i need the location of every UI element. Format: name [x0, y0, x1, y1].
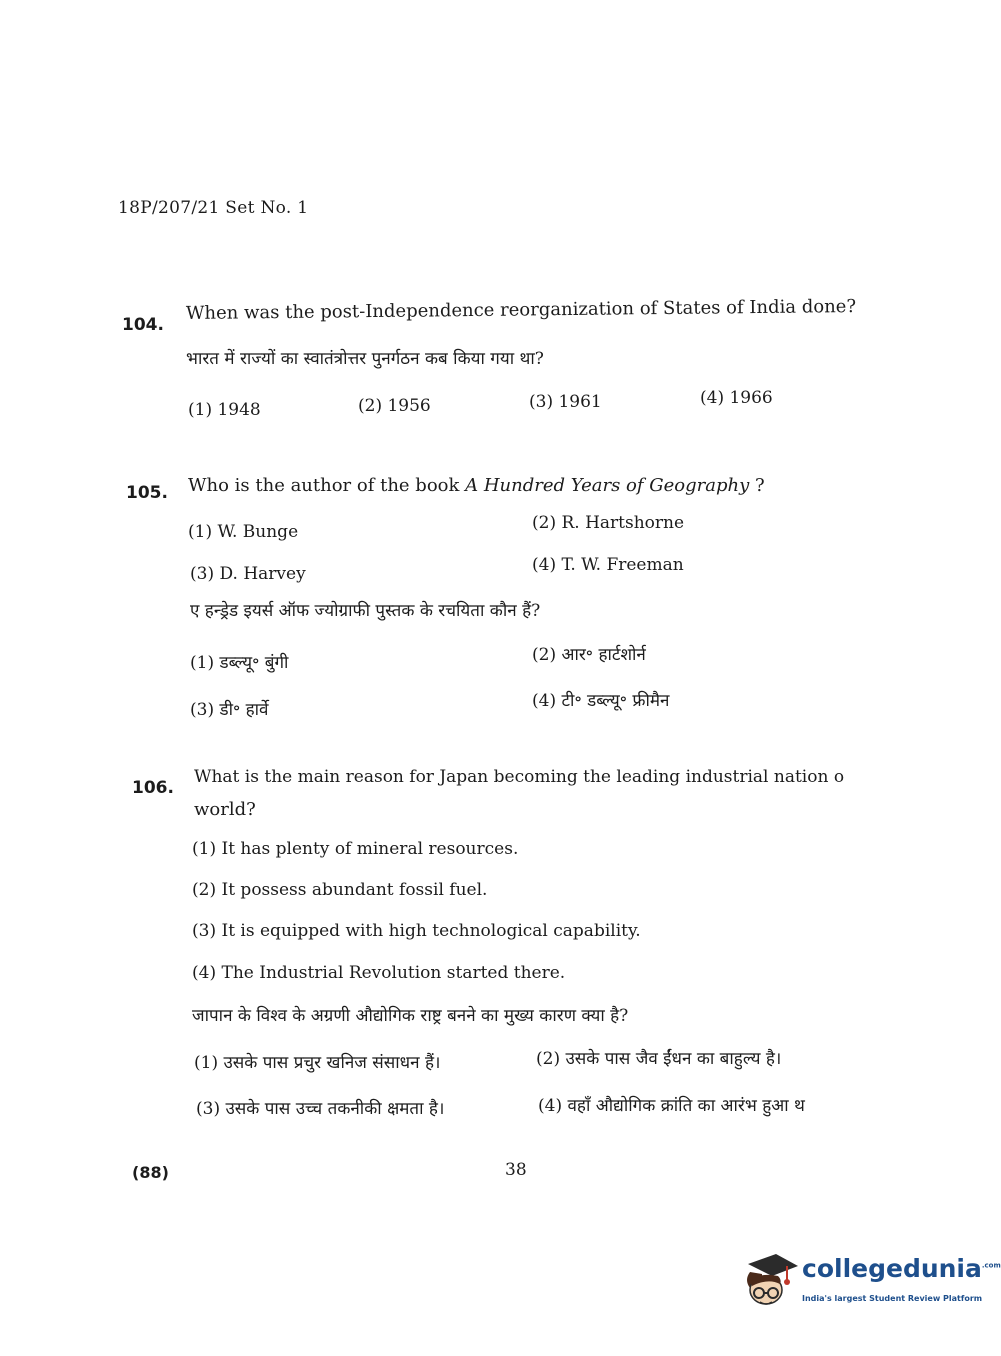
question-104-option-4: (4) 1966 [700, 388, 773, 408]
question-105-option-3-en: (3) D. Harvey [190, 564, 306, 584]
question-106-text-en-line1: What is the main reason for Japan becoming the leading industrial nation o [194, 767, 845, 787]
question-104-number: 104. [122, 315, 164, 335]
question-106-option-1-en: (1) It has plenty of mineral resources. [192, 839, 519, 859]
question-105-number: 105. [126, 483, 168, 503]
question-105-option-1-hi: (1) डब्ल्यू॰ बुंगी [190, 653, 289, 673]
question-106-text-en-line2: world? [194, 799, 256, 820]
question-104-text-en: When was the post-Independence reorganization of States of India done? [185, 295, 857, 324]
question-105-book-title: A Hundred Years of Geography [465, 475, 750, 496]
mascot-icon [742, 1250, 800, 1314]
question-105-text-en-b: ? [749, 475, 765, 496]
question-106-option-1-hi: (1) उसके पास प्रचुर खनिज संसाधन हैं। [194, 1053, 441, 1073]
logo-suffix: .com [981, 1261, 1001, 1270]
booklet-code: (88) [132, 1163, 169, 1182]
question-106-option-2-hi: (2) उसके पास जैव ईंधन का बाहुल्य है। [536, 1049, 782, 1069]
question-105-option-3-hi: (3) डी॰ हार्वे [190, 700, 269, 720]
question-105-option-2-hi: (2) आर॰ हार्टशोर्न [532, 645, 646, 665]
question-105-text-en [188, 475, 765, 496]
question-105-text-en-a: Who is the author of the book [188, 475, 466, 496]
question-105-option-4-hi: (4) टी॰ डब्ल्यू॰ फ्रीमैन [532, 691, 670, 711]
question-104-text-hi: भारत में राज्यों का स्वातंत्रोत्तर पुनर्गठन कब किया गया था? [186, 349, 544, 369]
question-106-option-3-hi: (3) उसके पास उच्च तकनीकी क्षमता है। [196, 1099, 445, 1119]
question-105-text-hi: ए हन्ड्रेड इयर्स ऑफ ज्योग्राफी पुस्तक के रचयिता कौन हैं? [190, 601, 541, 621]
question-105-option-2-en: (2) R. Hartshorne [532, 513, 685, 533]
question-106-option-4-en: (4) The Industrial Revolution started there. [192, 963, 566, 983]
question-106-option-4-hi: (4) वहाँ औद्योगिक क्रांति का आरंभ हुआ थ [538, 1096, 805, 1116]
logo-name-text: collegedunia [802, 1254, 982, 1283]
question-105-option-1-en: (1) W. Bunge [188, 522, 299, 542]
question-104-option-1: (1) 1948 [188, 400, 261, 420]
question-106-option-2-en: (2) It possess abundant fossil fuel. [192, 880, 488, 900]
question-104-option-3: (3) 1961 [529, 392, 602, 412]
question-106-number: 106. [132, 778, 174, 798]
question-106-text-hi: जापान के विश्व के अग्रणी औद्योगिक राष्ट्र बनने का मुख्य कारण क्या है? [192, 1006, 629, 1026]
question-106-option-3-en: (3) It is equipped with high technological capability. [192, 921, 641, 941]
paper-set-code: 18P/207/21 Set No. 1 [118, 198, 309, 218]
question-105-option-4-en: (4) T. W. Freeman [532, 555, 684, 575]
logo-tagline: India's largest Student Review Platform [802, 1294, 983, 1303]
question-104-option-2: (2) 1956 [358, 396, 431, 416]
logo-wordmark [802, 1254, 1001, 1283]
page-number: 38 [505, 1160, 527, 1180]
collegedunia-logo [742, 1250, 1001, 1314]
